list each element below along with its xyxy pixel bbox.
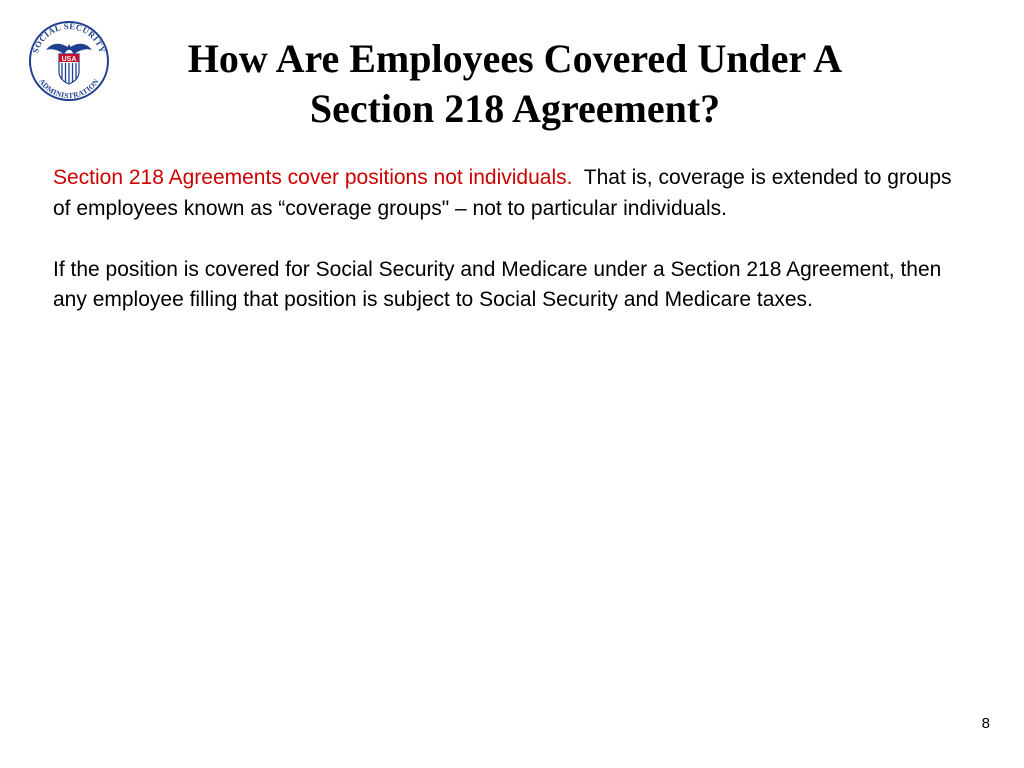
paragraph-1 <box>53 163 953 224</box>
slide-title-line-1: How Are Employees Covered Under A <box>187 36 843 81</box>
paragraph-2: If the position is covered for Social Security and Medicare under a Section 218 Agreement, then any employee filling that position is subject to Social Security and Medicare taxes. <box>53 257 942 311</box>
page-number: 8 <box>981 715 990 732</box>
seal-text-top: SOCIAL SECURITY <box>30 20 108 55</box>
seal-text-bottom: ADMINISTRATION <box>37 76 101 101</box>
slide-title-line-2: Section 218 Agreement? <box>309 86 721 131</box>
slide-body <box>53 163 953 346</box>
seal-text-center: USA <box>61 56 77 63</box>
slide-title <box>110 34 920 134</box>
ssa-seal-icon <box>28 20 110 102</box>
paragraph-1-highlight: Section 218 Agreements cover positions not individuals. <box>53 166 573 189</box>
paragraph-1-text: That is, coverage is extended to groups of employees known as “coverage groups" – not to particular individuals. <box>53 166 952 220</box>
